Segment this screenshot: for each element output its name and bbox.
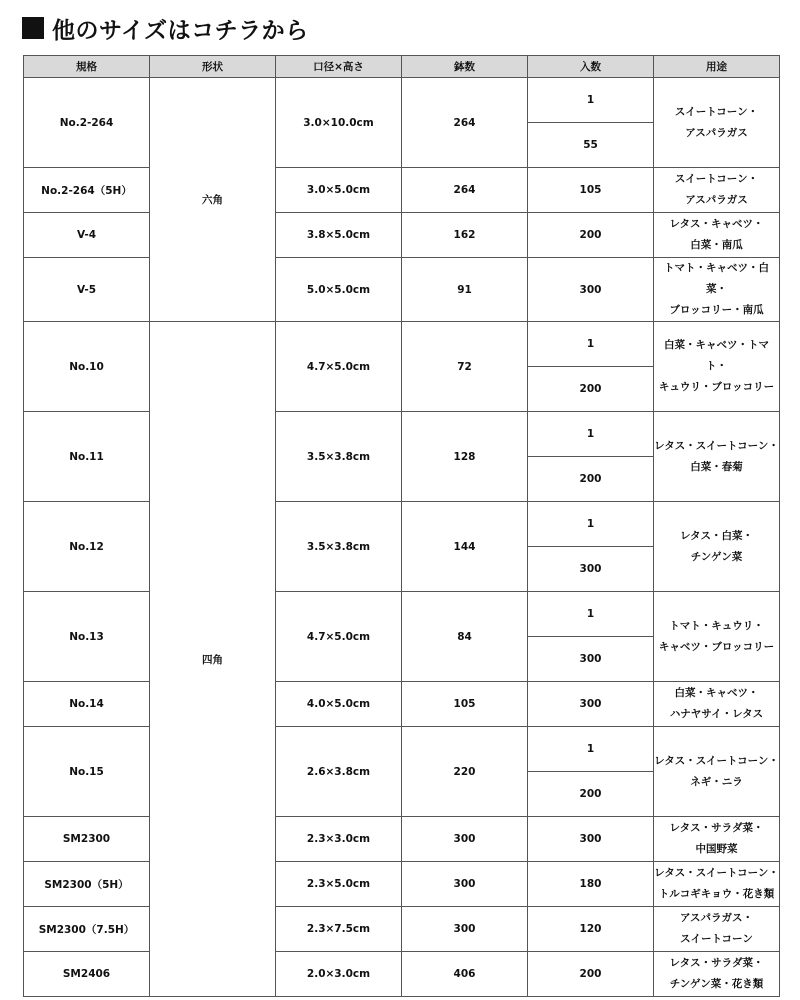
pots-cell: 162 xyxy=(402,213,528,258)
spec-cell: SM2300（5H） xyxy=(24,862,150,907)
spec-cell: V-4 xyxy=(24,213,150,258)
use-cell xyxy=(654,592,780,682)
use-line: トマト・キャベツ・白菜・ xyxy=(664,262,769,295)
qty-cell: 300 xyxy=(528,637,654,682)
table-row xyxy=(24,322,780,367)
qty-cell: 1 xyxy=(528,502,654,547)
spec-cell: SM2300 xyxy=(24,817,150,862)
use-line: スイートコーン・ xyxy=(674,173,759,185)
pots-cell: 264 xyxy=(402,168,528,213)
use-cell xyxy=(654,78,780,168)
pots-cell: 91 xyxy=(402,258,528,322)
use-cell xyxy=(654,862,780,907)
qty-cell: 200 xyxy=(528,952,654,997)
pots-cell: 300 xyxy=(402,907,528,952)
qty-cell: 300 xyxy=(528,258,654,322)
table-row xyxy=(24,78,780,123)
page-title xyxy=(22,10,309,46)
shape-cell: 六角 xyxy=(150,78,276,322)
pots-cell: 300 xyxy=(402,817,528,862)
size-cell: 5.0×5.0cm xyxy=(276,258,402,322)
use-line: レタス・スイートコーン・ xyxy=(654,754,779,767)
use-cell xyxy=(654,322,780,412)
spec-cell: No.15 xyxy=(24,727,150,817)
table-row xyxy=(24,952,780,997)
table-row xyxy=(24,727,780,772)
size-cell: 3.8×5.0cm xyxy=(276,213,402,258)
pots-cell: 128 xyxy=(402,412,528,502)
size-cell: 2.6×3.8cm xyxy=(276,727,402,817)
use-line: 白菜・春菊 xyxy=(690,460,743,473)
use-line: トマト・キュウリ・ xyxy=(669,619,764,632)
header-size: 口径×高さ xyxy=(276,56,402,78)
header-qty: 入数 xyxy=(528,56,654,78)
qty-cell: 200 xyxy=(528,772,654,817)
size-cell: 4.7×5.0cm xyxy=(276,322,402,412)
qty-cell: 105 xyxy=(528,168,654,213)
qty-cell: 200 xyxy=(528,457,654,502)
pots-cell: 72 xyxy=(402,322,528,412)
pots-cell: 144 xyxy=(402,502,528,592)
use-cell xyxy=(654,258,780,322)
table-row xyxy=(24,592,780,637)
size-cell: 3.5×3.8cm xyxy=(276,412,402,502)
header-shape: 形状 xyxy=(150,56,276,78)
header-use: 用途 xyxy=(654,56,780,78)
use-cell xyxy=(654,682,780,727)
qty-cell: 1 xyxy=(528,322,654,367)
use-line: レタス・サラダ菜・ xyxy=(669,822,764,834)
table-row xyxy=(24,502,780,547)
qty-cell: 300 xyxy=(528,547,654,592)
size-cell: 2.3×3.0cm xyxy=(276,817,402,862)
qty-cell: 55 xyxy=(528,123,654,168)
use-line: トルコギキョウ・花き類 xyxy=(658,888,775,900)
use-line: レタス・スイートコーン・ xyxy=(654,867,779,879)
use-line: スイートコーン・ xyxy=(674,105,759,118)
use-line: ネギ・ニラ xyxy=(690,775,743,788)
use-cell xyxy=(654,168,780,213)
spec-cell: SM2406 xyxy=(24,952,150,997)
size-cell: 2.0×3.0cm xyxy=(276,952,402,997)
header-pots: 鉢数 xyxy=(402,56,528,78)
use-line: レタス・スイートコーン・ xyxy=(654,439,779,452)
use-line: レタス・サラダ菜・ xyxy=(669,957,764,969)
table-row xyxy=(24,412,780,457)
table-row xyxy=(24,682,780,727)
use-line: キュウリ・ブロッコリー xyxy=(658,381,775,393)
use-line: ブロッコリー・南瓜 xyxy=(669,304,764,316)
qty-cell: 1 xyxy=(528,78,654,123)
spec-cell: No.14 xyxy=(24,682,150,727)
use-line: ハナヤサイ・レタス xyxy=(669,708,764,720)
table-row xyxy=(24,213,780,258)
spec-cell: No.2-264 xyxy=(24,78,150,168)
pots-cell: 220 xyxy=(402,727,528,817)
size-cell: 2.3×5.0cm xyxy=(276,862,402,907)
size-cell: 3.5×3.8cm xyxy=(276,502,402,592)
spec-cell: No.10 xyxy=(24,322,150,412)
qty-cell: 300 xyxy=(528,817,654,862)
use-line: アスパラガス xyxy=(685,126,748,139)
table-header-row xyxy=(24,56,780,78)
size-cell: 4.0×5.0cm xyxy=(276,682,402,727)
use-line: アスパラガス xyxy=(685,194,748,206)
use-line: レタス・白菜・ xyxy=(679,529,754,542)
square-bullet-icon xyxy=(22,17,44,39)
use-line: スイートコーン xyxy=(680,933,753,945)
size-cell: 3.0×5.0cm xyxy=(276,168,402,213)
use-line: 白菜・キャベツ・ xyxy=(674,687,759,699)
size-cell: 2.3×7.5cm xyxy=(276,907,402,952)
shape-cell: 四角 xyxy=(150,322,276,997)
use-line: レタス・キャベツ・ xyxy=(669,218,764,230)
pots-cell: 105 xyxy=(402,682,528,727)
table-row xyxy=(24,907,780,952)
page-title-text: 他のサイズはコチラから xyxy=(52,17,309,44)
use-line: チンゲン菜・花き類 xyxy=(669,978,764,990)
use-cell xyxy=(654,727,780,817)
use-line: 白菜・南瓜 xyxy=(690,239,743,251)
size-cell: 4.7×5.0cm xyxy=(276,592,402,682)
use-line: 白菜・キャベツ・トマト・ xyxy=(664,339,769,372)
pots-cell: 264 xyxy=(402,78,528,168)
qty-cell: 1 xyxy=(528,412,654,457)
table-row xyxy=(24,168,780,213)
spec-cell: SM2300（7.5H） xyxy=(24,907,150,952)
use-line: 中国野菜 xyxy=(695,843,738,855)
spec-cell: V-5 xyxy=(24,258,150,322)
qty-cell: 200 xyxy=(528,213,654,258)
use-cell xyxy=(654,817,780,862)
qty-cell: 200 xyxy=(528,367,654,412)
pots-cell: 406 xyxy=(402,952,528,997)
qty-cell: 180 xyxy=(528,862,654,907)
header-spec: 規格 xyxy=(24,56,150,78)
size-cell: 3.0×10.0cm xyxy=(276,78,402,168)
use-cell xyxy=(654,952,780,997)
use-cell xyxy=(654,502,780,592)
use-cell xyxy=(654,213,780,258)
qty-cell: 300 xyxy=(528,682,654,727)
use-cell xyxy=(654,907,780,952)
table-row xyxy=(24,862,780,907)
qty-cell: 120 xyxy=(528,907,654,952)
use-line: アスパラガス・ xyxy=(679,912,754,924)
qty-cell: 1 xyxy=(528,592,654,637)
spec-cell: No.12 xyxy=(24,502,150,592)
pots-cell: 300 xyxy=(402,862,528,907)
size-spec-table xyxy=(23,55,780,997)
table-row xyxy=(24,817,780,862)
qty-cell: 1 xyxy=(528,727,654,772)
spec-cell: No.11 xyxy=(24,412,150,502)
use-line: チンゲン菜 xyxy=(690,550,743,563)
use-line: キャベツ・ブロッコリー xyxy=(658,640,775,653)
spec-cell: No.2-264（5H） xyxy=(24,168,150,213)
table-row xyxy=(24,258,780,322)
use-cell xyxy=(654,412,780,502)
spec-cell: No.13 xyxy=(24,592,150,682)
pots-cell: 84 xyxy=(402,592,528,682)
